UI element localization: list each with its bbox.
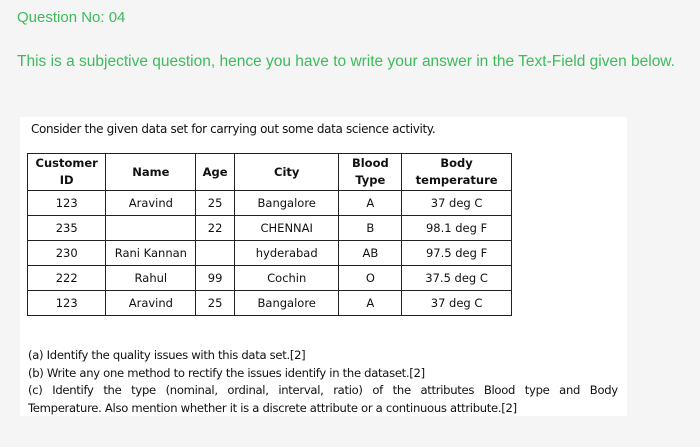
header-body-temperature: Body temperature — [402, 154, 512, 191]
word: ordinal, — [227, 383, 269, 397]
cell-city: hyderabad — [234, 241, 339, 266]
header-age: Age — [196, 154, 235, 191]
question-image — [20, 117, 627, 416]
table-row — [28, 266, 512, 291]
cell-city: Cochin — [234, 266, 339, 291]
word: attributes — [420, 383, 475, 397]
word: type — [131, 383, 156, 397]
cell-city: CHENNAI — [234, 216, 339, 241]
question-number: Question No: 04 — [17, 9, 126, 26]
cell-blood-type: A — [339, 191, 402, 216]
cell-name: Rahul — [106, 266, 196, 291]
word: (nominal, — [165, 383, 218, 397]
cell-body-temperature: 37.5 deg C — [402, 266, 512, 291]
cell-age: 25 — [196, 191, 235, 216]
cell-body-temperature: 37 deg C — [402, 191, 512, 216]
question-intro: Consider the given data set for carrying out some data science activity. — [31, 122, 436, 136]
cell-age: 25 — [196, 291, 235, 316]
dataset-table — [27, 153, 512, 316]
table-row — [28, 216, 512, 241]
cell-age — [196, 241, 235, 266]
cell-name: Aravind — [106, 191, 196, 216]
word: Identify — [52, 383, 94, 397]
cell-age: 22 — [196, 216, 235, 241]
word: the — [103, 383, 122, 397]
cell-name: Rani Kannan — [106, 241, 196, 266]
table-row — [28, 291, 512, 316]
sub-question-a: (a) Identify the quality issues with this data set.[2] — [28, 348, 306, 362]
cell-body-temperature: 98.1 deg F — [402, 216, 512, 241]
cell-age: 99 — [196, 266, 235, 291]
word: interval, — [278, 383, 324, 397]
sub-questions — [28, 347, 618, 417]
cell-customer-id: 123 — [28, 291, 106, 316]
cell-name: Aravind — [106, 291, 196, 316]
word: type — [524, 383, 550, 397]
cell-customer-id: 235 — [28, 216, 106, 241]
word: Blood — [483, 383, 516, 397]
question-instruction: This is a subjective question, hence you have to write your answer in the Text-Field given below. — [17, 53, 675, 70]
table-header-row — [28, 154, 512, 191]
sub-question-c-line2: Temperature. Also mention whether it is a discrete attribute or a continuous attribute.[2] — [28, 400, 517, 415]
cell-customer-id: 222 — [28, 266, 106, 291]
cell-blood-type: B — [339, 216, 402, 241]
cell-city: Bangalore — [234, 191, 339, 216]
cell-blood-type: O — [339, 266, 402, 291]
word: and — [559, 383, 581, 397]
word: Body — [589, 383, 618, 397]
header-customer-id: Customer ID — [28, 154, 106, 191]
header-blood-type: Blood Type — [339, 154, 402, 191]
word: the — [392, 383, 411, 397]
table-row — [28, 241, 512, 266]
cell-body-temperature: 97.5 deg F — [402, 241, 512, 266]
sub-question-c-line1 — [28, 382, 618, 400]
cell-blood-type: A — [339, 291, 402, 316]
cell-blood-type: AB — [339, 241, 402, 266]
word: ratio) — [333, 383, 363, 397]
cell-customer-id: 123 — [28, 191, 106, 216]
word: of — [372, 383, 383, 397]
sub-question-b: (b) Write any one method to rectify the issues identify in the dataset.[2] — [28, 365, 425, 380]
cell-customer-id: 230 — [28, 241, 106, 266]
cell-city: Bangalore — [234, 291, 339, 316]
table-row — [28, 191, 512, 216]
word: (c) — [28, 383, 43, 397]
cell-name — [106, 216, 196, 241]
header-city: City — [234, 154, 339, 191]
cell-body-temperature: 37 deg C — [402, 291, 512, 316]
header-name: Name — [106, 154, 196, 191]
